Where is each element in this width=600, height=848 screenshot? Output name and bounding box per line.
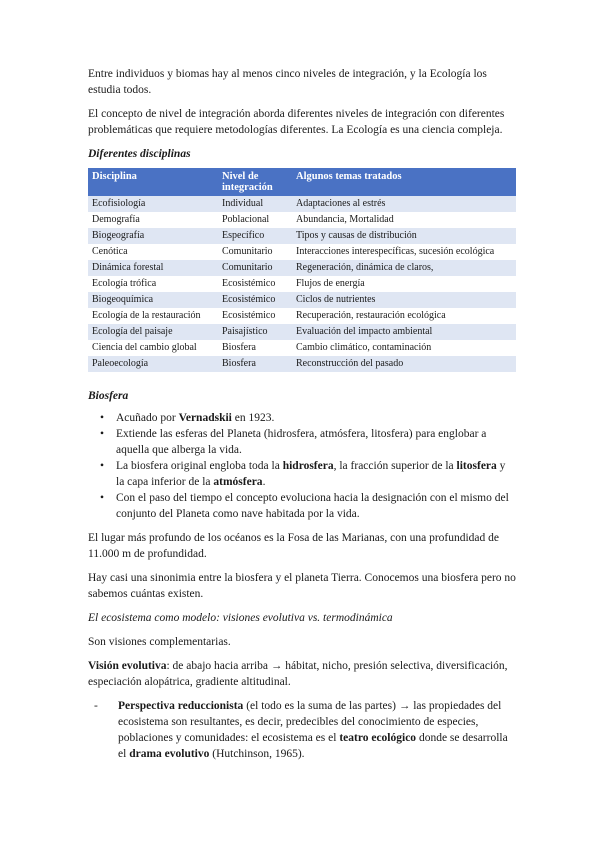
cell-temas: Tipos y causas de distribución: [292, 228, 516, 244]
cell-disciplina: Ecofisiología: [88, 196, 218, 212]
cell-disciplina: Ciencia del cambio global: [88, 340, 218, 356]
list-item: • Con el paso del tiempo el concepto evoluciona hacia la designación con el mismo del conjunto del Planeta como nave habitada por la vida.: [116, 490, 516, 522]
cell-disciplina: Paleoecología: [88, 356, 218, 372]
table-row: [88, 276, 516, 292]
header-temas: Algunos temas tratados: [292, 168, 516, 196]
table-row: [88, 212, 516, 228]
cell-temas: Cambio climático, contaminación: [292, 340, 516, 356]
cell-temas: Interacciones interespecíficas, sucesión ecológica: [292, 244, 516, 260]
table-row: [88, 228, 516, 244]
document-page: [88, 66, 516, 762]
table-row: [88, 308, 516, 324]
cell-temas: Reconstrucción del pasado: [292, 356, 516, 372]
biosfera-list: [88, 410, 516, 522]
biosfera-paragraph-2: Hay casi una sinonimia entre la biosfera y el planeta Tierra. Conocemos una biosfera pero no sabemos cuántas existen.: [88, 572, 516, 600]
list-item: • La biosfera original engloba toda la hidrosfera, la fracción superior de la litosfera y la capa inferior de la atmósfera.: [116, 458, 516, 490]
list-item: - Perspectiva reduccionista (el todo es la suma de las partes) → las propiedades del ecosistema son resultantes, es decir, predecibles del conocimiento de especies, poblaciones y comunidades: el ecosistema es el teatro ecológico donde se desarrolla el drama evolutivo (Hutchinson, 1965).: [118, 698, 516, 762]
cell-nivel: Biosfera: [218, 356, 292, 372]
cell-nivel: Poblacional: [218, 212, 292, 228]
cell-temas: Regeneración, dinámica de claros,: [292, 260, 516, 276]
cell-temas: Flujos de energía: [292, 276, 516, 292]
cell-disciplina: Biogeografía: [88, 228, 218, 244]
table-row: [88, 356, 516, 372]
biosfera-heading: Biosfera: [88, 390, 129, 402]
cell-disciplina: Cenótica: [88, 244, 218, 260]
vision-evolutiva-paragraph: Visión evolutiva: de abajo hacia arriba → hábitat, nicho, presión selectiva, diversificación, especiación alopátrica, gradiente altitudinal.: [88, 660, 508, 688]
cell-nivel: Comunitario: [218, 244, 292, 260]
ecosistema-paragraph-1: Son visiones complementarias.: [88, 636, 231, 648]
intro-paragraph-2: El concepto de nivel de integración aborda diferentes niveles de integración con diferentes problemáticas que requiere metodologías diferentes. La Ecología es una ciencia compleja.: [88, 108, 505, 136]
cell-nivel: Individual: [218, 196, 292, 212]
cell-disciplina: Demografía: [88, 212, 218, 228]
ecosistema-heading: El ecosistema como modelo: visiones evolutiva vs. termodinámica: [88, 612, 393, 624]
header-disciplina: Disciplina: [88, 168, 218, 196]
disciplines-heading: Diferentes disciplinas: [88, 148, 191, 160]
table-row: [88, 196, 516, 212]
perspectiva-list: [88, 698, 516, 762]
list-item: • Acuñado por Vernadskii en 1923.: [116, 410, 516, 426]
disciplines-table: [88, 168, 516, 372]
cell-disciplina: Ecología de la restauración: [88, 308, 218, 324]
table-header-row: [88, 168, 516, 196]
cell-nivel: Comunitario: [218, 260, 292, 276]
cell-nivel: Ecosistémico: [218, 292, 292, 308]
cell-disciplina: Ecología trófica: [88, 276, 218, 292]
table-row: [88, 340, 516, 356]
table-row: [88, 244, 516, 260]
header-nivel: Nivel de integración: [218, 168, 292, 196]
table-row: [88, 292, 516, 308]
intro-paragraph-1: Entre individuos y biomas hay al menos cinco niveles de integración, y la Ecología los estudia todos.: [88, 68, 487, 96]
table-row: [88, 260, 516, 276]
cell-nivel: Ecosistémico: [218, 276, 292, 292]
cell-disciplina: Biogeoquímica: [88, 292, 218, 308]
cell-temas: Abundancia, Mortalidad: [292, 212, 516, 228]
cell-nivel: Paisajístico: [218, 324, 292, 340]
cell-nivel: Biosfera: [218, 340, 292, 356]
cell-temas: Ciclos de nutrientes: [292, 292, 516, 308]
table-body: [88, 196, 516, 372]
biosfera-paragraph-1: El lugar más profundo de los océanos es la Fosa de las Marianas, con una profundidad de 11.000 m de profundidad.: [88, 532, 500, 560]
cell-nivel: Específico: [218, 228, 292, 244]
table-row: [88, 324, 516, 340]
cell-temas: Evaluación del impacto ambiental: [292, 324, 516, 340]
list-item: • Extiende las esferas del Planeta (hidrosfera, atmósfera, litosfera) para englobar a aquella que alberga la vida.: [116, 426, 516, 458]
cell-temas: Adaptaciones al estrés: [292, 196, 516, 212]
cell-disciplina: Dinámica forestal: [88, 260, 218, 276]
cell-disciplina: Ecología del paisaje: [88, 324, 218, 340]
cell-nivel: Ecosistémico: [218, 308, 292, 324]
cell-temas: Recuperación, restauración ecológica: [292, 308, 516, 324]
